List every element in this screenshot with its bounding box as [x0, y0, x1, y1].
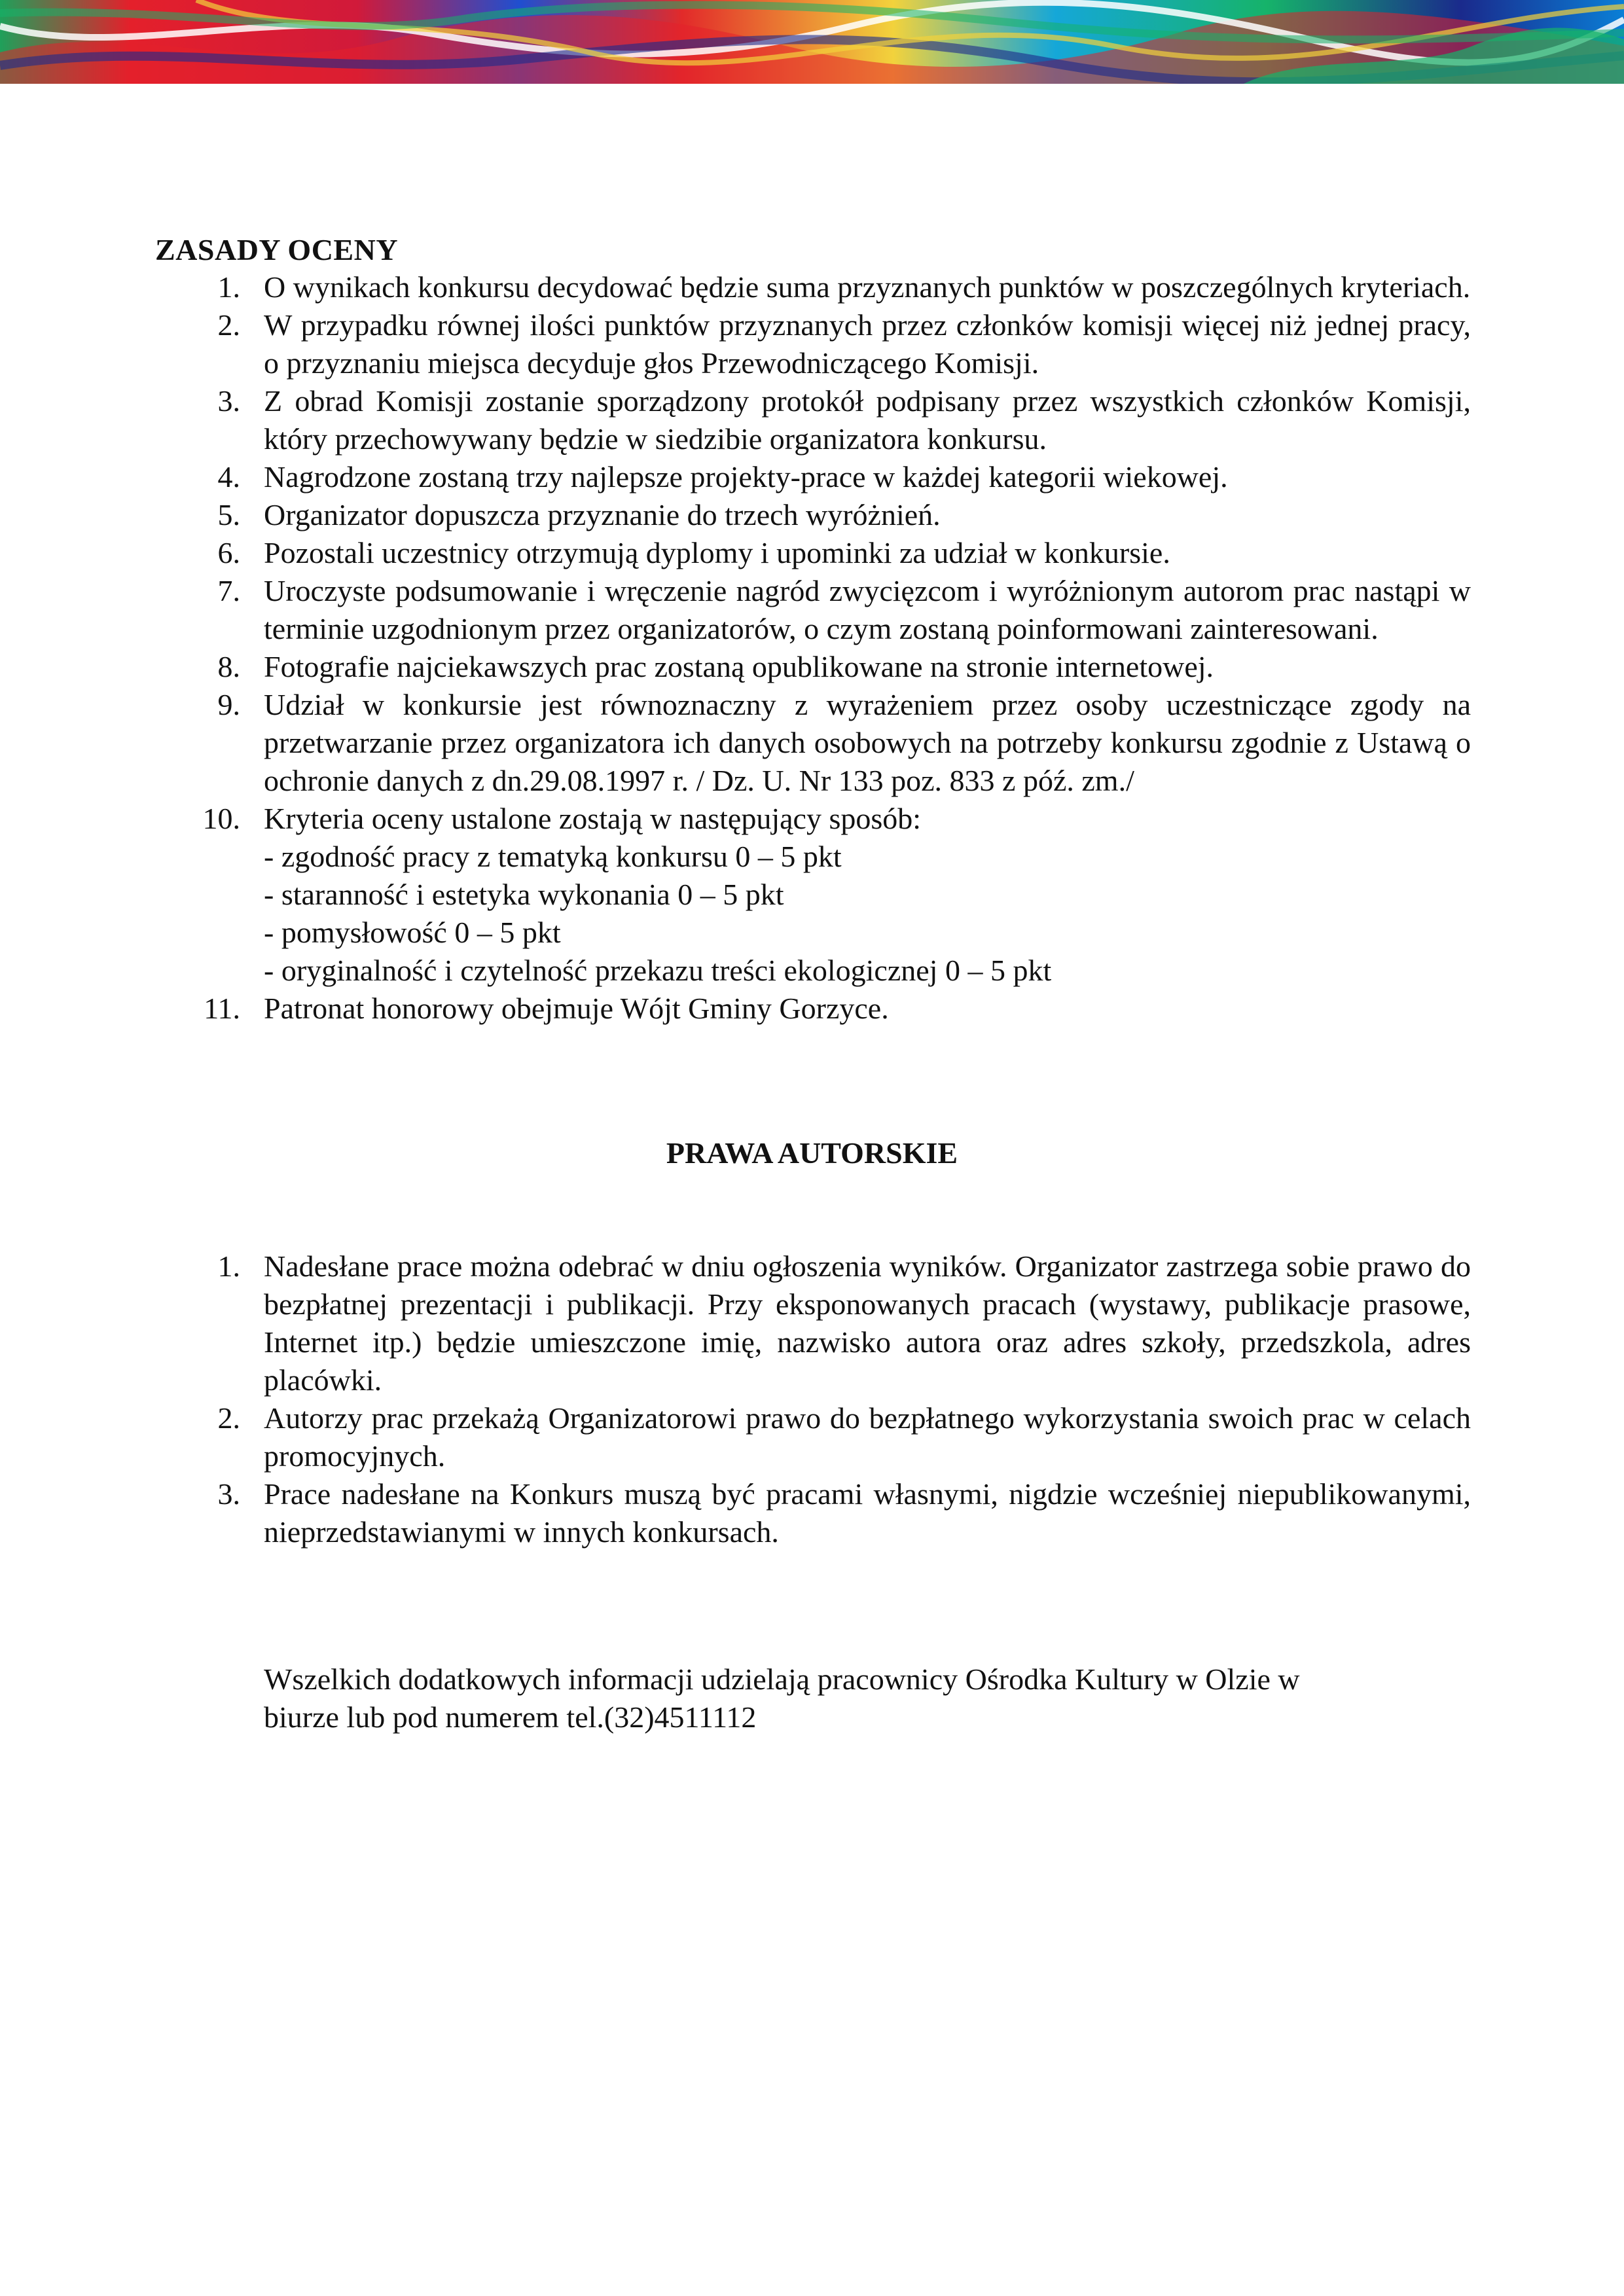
list-text: Uroczyste podsumowanie i wręczenie nagród zwycięzcom i wyróżnionym autorom prac nastąpi w terminie uzgodnionym przez organizatorów, o czym zostaną poinformowani zainteresowani.: [264, 574, 1471, 645]
section-title-prawa: PRAWA AUTORSKIE: [666, 1136, 958, 1170]
list-number: 6.: [217, 536, 240, 569]
list-number: 1.: [217, 270, 240, 304]
list-text: Kryteria oceny ustalone zostają w następujący sposób:: [264, 802, 922, 835]
list-number: 2.: [217, 1401, 240, 1435]
list-item: [155, 800, 1471, 990]
list-text: Nagrodzone zostaną trzy najlepsze projekty-prace w każdej kategorii wiekowej.: [264, 460, 1228, 493]
list-number: 7.: [217, 574, 240, 607]
list-item: [155, 382, 1471, 458]
criteria-line: - staranność i estetyka wykonania 0 – 5 pkt: [264, 878, 784, 911]
list-text: Pozostali uczestnicy otrzymują dyplomy i upominki za udział w konkursie.: [264, 536, 1170, 569]
list-item: [155, 990, 1471, 1028]
list-item: [155, 268, 1471, 306]
contact-line-1: Wszelkich dodatkowych informacji udzielają pracownicy Ośrodka Kultury w Olzie w: [264, 1662, 1300, 1696]
list-item: [155, 496, 1471, 534]
list-text: Organizator dopuszcza przyznanie do trzech wyróżnień.: [264, 498, 941, 531]
list-number: 1.: [217, 1249, 240, 1283]
list-number: 9.: [217, 688, 240, 721]
list-number: 5.: [217, 498, 240, 531]
list-text: W przypadku równej ilości punktów przyznanych przez członków komisji więcej niż jednej pracy, o przyznaniu miejsca decyduje głos Przewodniczącego Komisji.: [264, 308, 1471, 380]
section-title-zasady: ZASADY OCENY: [155, 233, 399, 266]
list-number: 10.: [202, 802, 240, 835]
zasady-list: [155, 268, 1471, 1028]
list-item: [155, 648, 1471, 686]
contact-info: [264, 1660, 1442, 1736]
list-number: 2.: [217, 308, 240, 342]
criteria-line: - pomysłowość 0 – 5 pkt: [264, 916, 561, 949]
list-item: [155, 572, 1471, 648]
header-banner-image: [0, 0, 1624, 84]
list-item: [155, 1475, 1471, 1551]
paint-swirl-graphic: [0, 0, 1624, 84]
list-item: [155, 686, 1471, 800]
criteria-line: - zgodność pracy z tematyką konkursu 0 – 5 pkt: [264, 840, 842, 873]
prawa-list: [155, 1247, 1471, 1551]
list-text: Autorzy prac przekażą Organizatorowi prawo do bezpłatnego wykorzystania swoich prac w celach promocyjnych.: [264, 1401, 1471, 1473]
list-number: 3.: [217, 1477, 240, 1511]
list-number: 11.: [204, 992, 240, 1025]
list-text: Fotografie najciekawszych prac zostaną opublikowane na stronie internetowej.: [264, 650, 1214, 683]
list-text: Nadesłane prace można odebrać w dniu ogłoszenia wyników. Organizator zastrzega sobie prawo do bezpłatnej prezentacji i publikacji. Przy eksponowanych pracach (wystawy, publikacje prasowe, Internet itp.) będzie umieszczone imię, nazwisko autora oraz adres szkoły, przedszkola, adres placówki.: [264, 1249, 1471, 1397]
list-number: 8.: [217, 650, 240, 683]
list-item: [155, 1399, 1471, 1475]
list-item: [155, 1247, 1471, 1399]
list-item: [155, 306, 1471, 382]
list-text: O wynikach konkursu decydować będzie suma przyznanych punktów w poszczególnych kryteriach.: [264, 270, 1471, 304]
contact-line-2: biurze lub pod numerem tel.(32)4511112: [264, 1700, 757, 1734]
list-text: Patronat honorowy obejmuje Wójt Gminy Gorzyce.: [264, 992, 889, 1025]
list-item: [155, 458, 1471, 496]
list-number: 3.: [217, 384, 240, 418]
list-number: 4.: [217, 460, 240, 493]
list-item: [155, 534, 1471, 572]
list-text: Prace nadesłane na Konkurs muszą być pracami własnymi, nigdzie wcześniej niepublikowanymi, nieprzedstawianymi w innych konkursach.: [264, 1477, 1471, 1549]
list-text: Z obrad Komisji zostanie sporządzony protokół podpisany przez wszystkich członków Komisji, który przechowywany będzie w siedzibie organizatora konkursu.: [264, 384, 1471, 456]
criteria-line: - oryginalność i czytelność przekazu treści ekologicznej 0 – 5 pkt: [264, 954, 1052, 987]
list-text: Udział w konkursie jest równoznaczny z wyrażeniem przez osoby uczestniczące zgody na przetwarzanie przez organizatora ich danych osobowych na potrzeby konkursu zgodnie z Ustawą o ochronie danych z dn.29.08.1997 r. / Dz. U. Nr 133 poz. 833 z póź. zm./: [264, 688, 1471, 797]
